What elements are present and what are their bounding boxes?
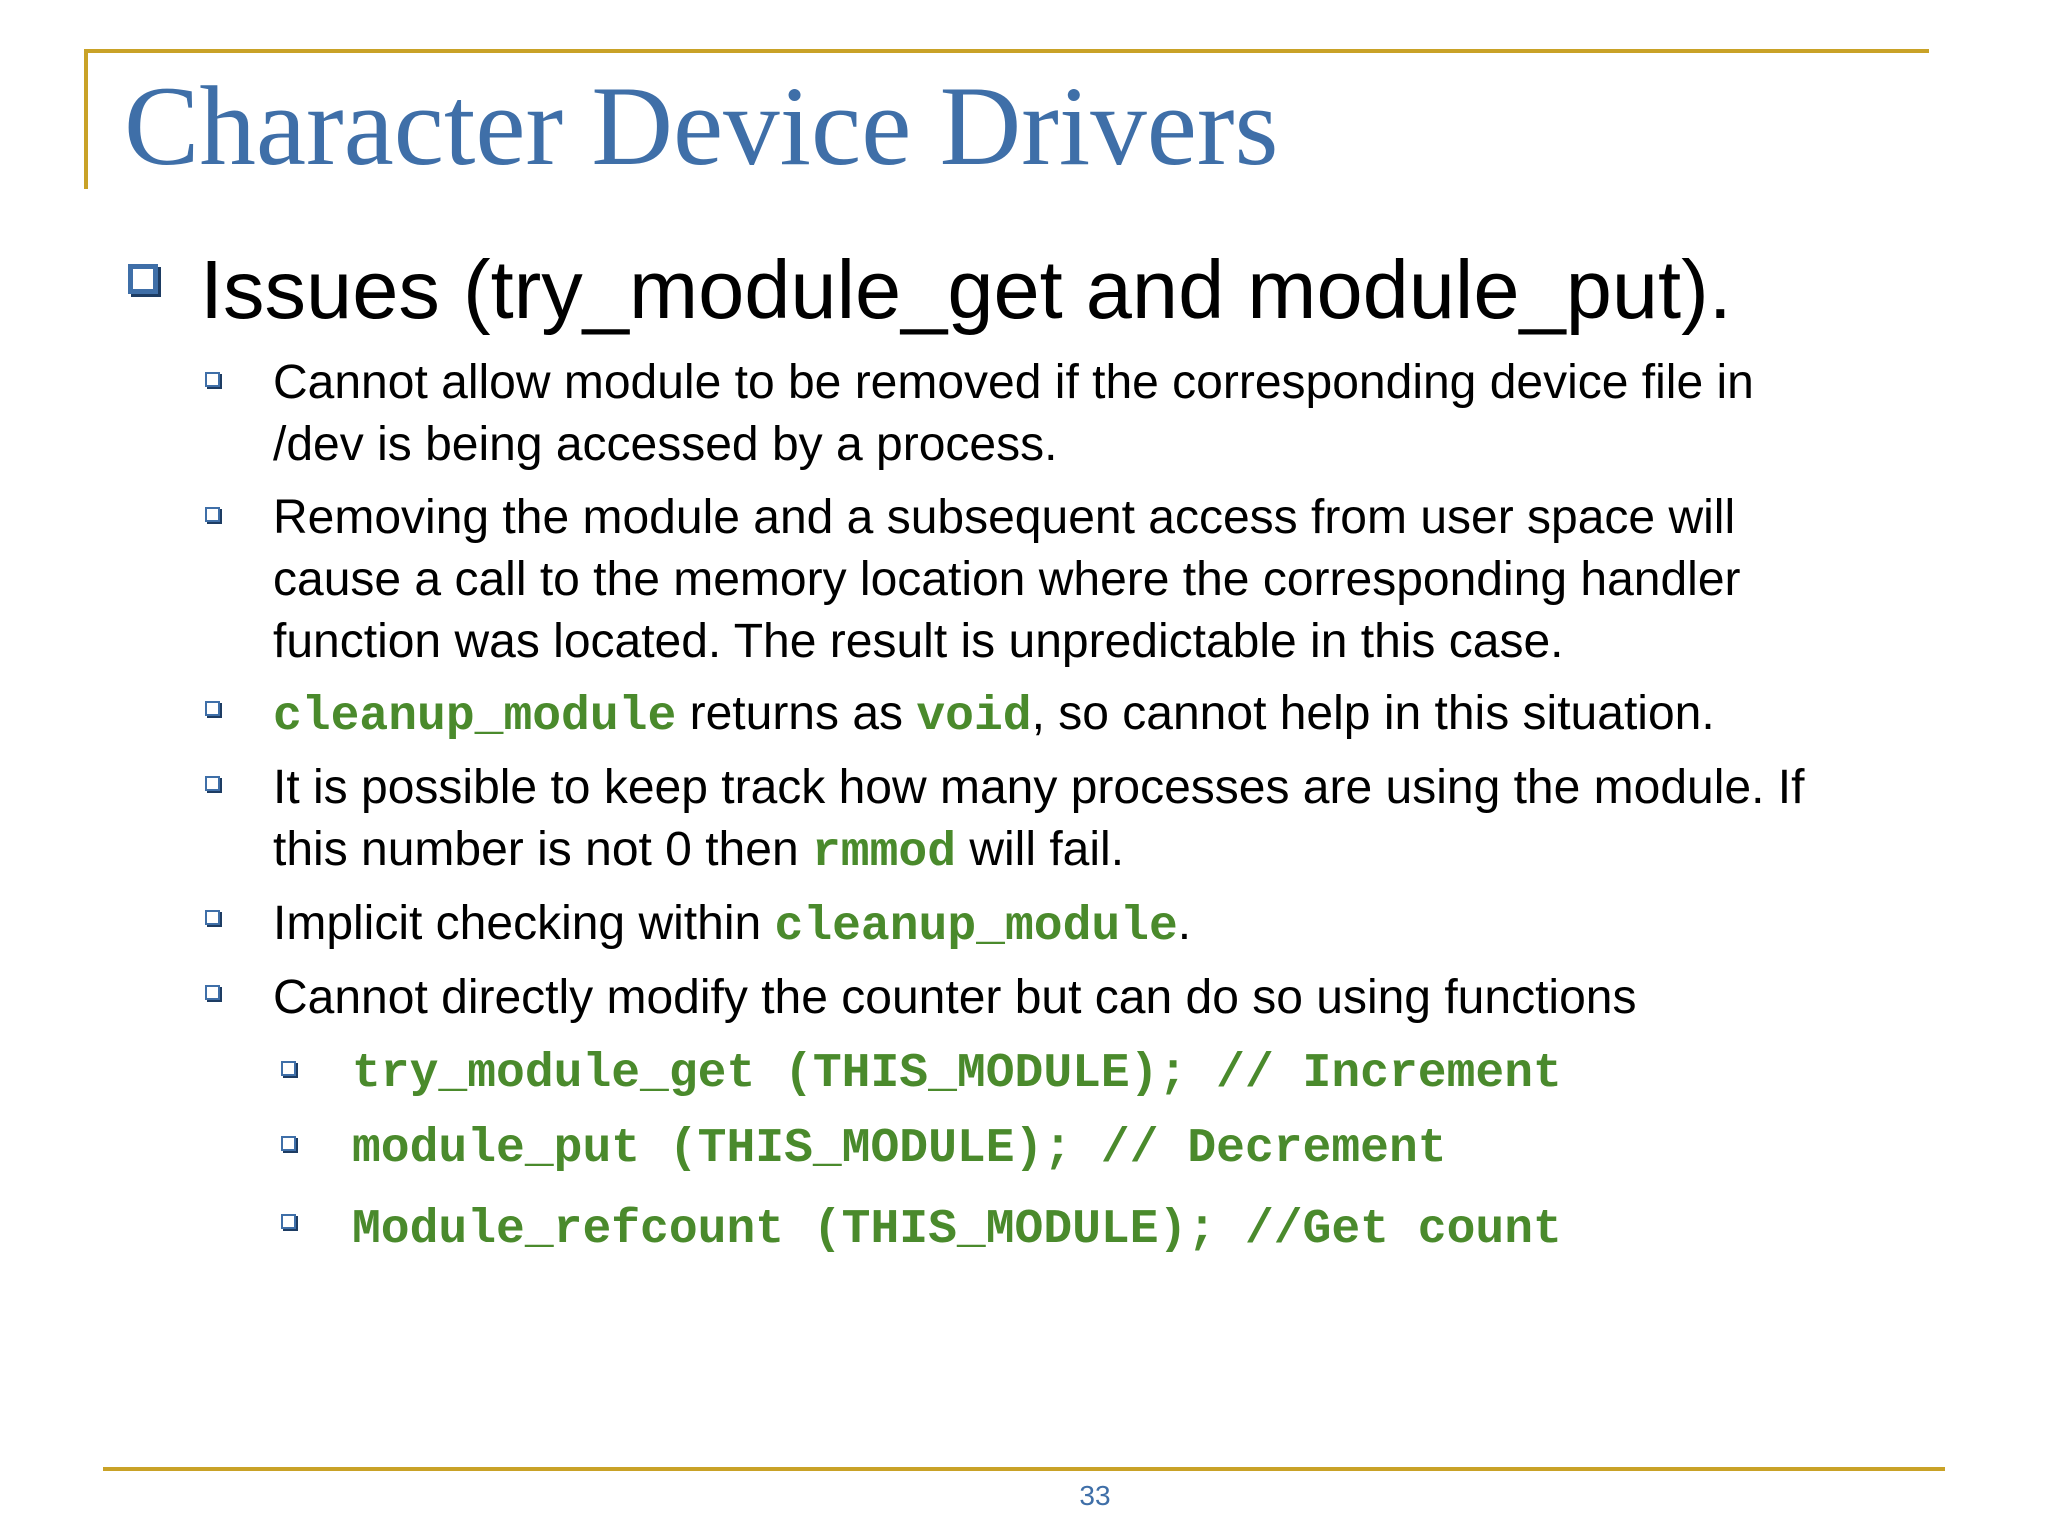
page-number: 33 [1079, 1480, 1111, 1511]
bullet-4-line-1: It is possible to keep track how many processes are using the module. If [273, 761, 1805, 814]
bullet-square-icon [281, 1136, 296, 1151]
bullet-4-line-2 [273, 819, 1124, 884]
code-item-module-put: module_put (THIS_MODULE); // Decrement [352, 1122, 1447, 1176]
bullet-square-icon [205, 776, 220, 791]
footer-rule [103, 1467, 1945, 1471]
bullet-square-icon [128, 264, 158, 294]
main-bullet-heading: Issues (try_module_get and module_put). [200, 243, 1732, 336]
bullet-square-icon [205, 701, 220, 716]
bullet-4-text: this number is not 0 then [273, 823, 812, 876]
bullet-3-line [273, 683, 1715, 748]
bullet-square-icon [281, 1061, 296, 1076]
bullet-2-line-3: function was located. The result is unpredictable in this case. [273, 615, 1564, 668]
bullet-square-icon [205, 372, 220, 387]
bullet-2-line-1: Removing the module and a subsequent access from user space will [273, 491, 1736, 544]
bullet-5-text: Implicit checking within [273, 897, 775, 950]
code-item-try-module-get: try_module_get (THIS_MODULE); // Increment [352, 1047, 1562, 1101]
bullet-6-line: Cannot directly modify the counter but can do so using functions [273, 971, 1637, 1024]
bullet-square-icon [205, 507, 220, 522]
bullet-5-line [273, 893, 1191, 958]
code-rmmod: rmmod [811, 826, 956, 880]
bullet-2-line-2: cause a call to the memory location where the corresponding handler [273, 553, 1741, 606]
bullet-1-line-2: /dev is being accessed by a process. [273, 418, 1058, 471]
bullet-square-icon [205, 910, 220, 925]
bullet-square-icon [281, 1214, 296, 1229]
bullet-1-line-1: Cannot allow module to be removed if the corresponding device file in [273, 356, 1754, 409]
slide-title: Character Device Drivers [124, 64, 1279, 189]
bullet-square-icon [205, 985, 220, 1000]
bullet-3-text-2: , so cannot help in this situation. [1031, 687, 1715, 740]
bullet-3-text-1: returns as [676, 687, 917, 740]
code-void: void [916, 690, 1032, 744]
code-item-module-refcount: Module_refcount (THIS_MODULE); //Get count [352, 1203, 1562, 1257]
code-cleanup-module-2: cleanup_module [774, 900, 1178, 954]
bullet-5-end: . [1177, 897, 1192, 950]
bullet-4-end: will fail. [956, 823, 1125, 876]
code-cleanup-module: cleanup_module [273, 690, 677, 744]
